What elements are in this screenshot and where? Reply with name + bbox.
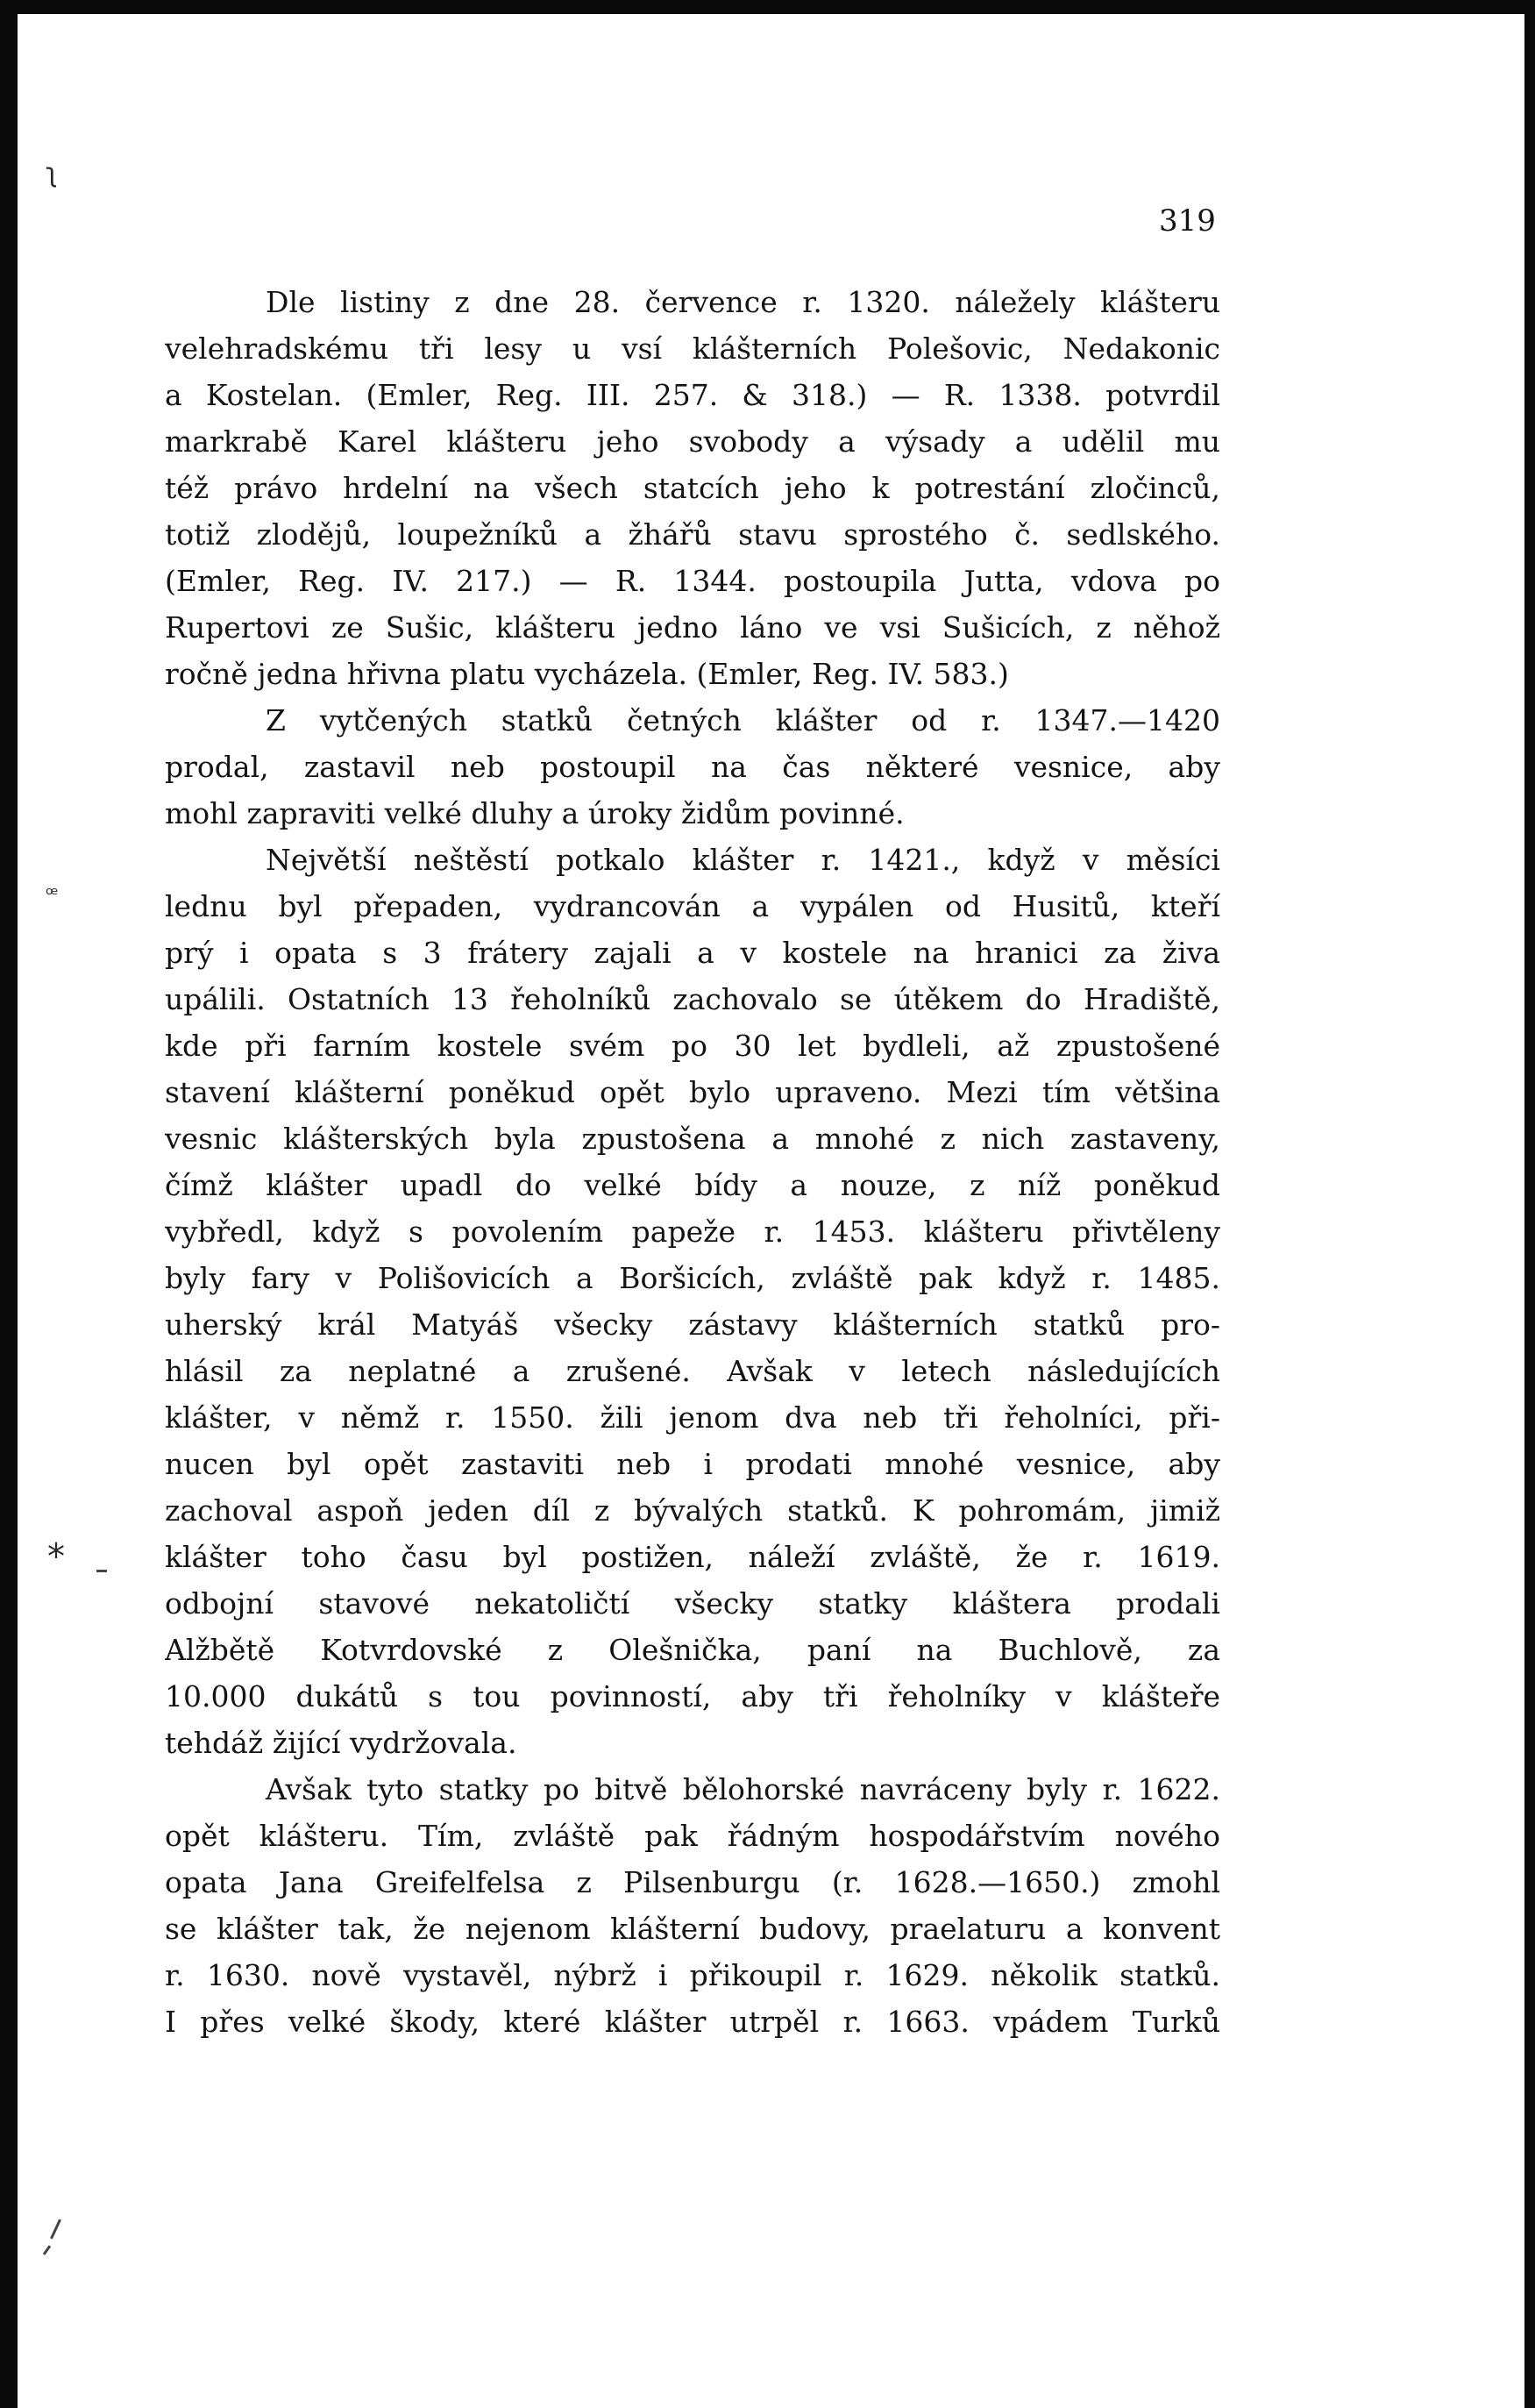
text-line: kde při farním kostele svém po 30 let bydleli, až zpustošené [165, 1029, 1220, 1063]
text-line: uherský král Matyáš všecky zástavy klášterních statků pro- [165, 1307, 1220, 1342]
text-line: Dle listiny z dne 28. července r. 1320. náležely klášteru [266, 285, 1220, 319]
text-line: klášter toho času byl postižen, náleží zvláště, že r. 1619. [165, 1540, 1220, 1574]
paragraph [165, 697, 1220, 837]
page-number: 319 [1159, 203, 1216, 239]
text-line: vesnic klášterských byla zpustošena a mnohé z nich zastaveny, [165, 1122, 1220, 1156]
paragraph [165, 1766, 1220, 2045]
text-line: prodal, zastavil neb postoupil na čas některé vesnice, aby [165, 750, 1220, 784]
margin-mark-mid: ꟹ [46, 884, 59, 906]
text-line: 10.000 dukátů s tou povinností, aby tři řeholníky v klášteře [165, 1679, 1220, 1713]
scan-speck [50, 2219, 61, 2239]
text-line: ročně jedna hřivna platu vycházela. (Emler, Reg. IV. 583.) [165, 657, 1009, 691]
text-line: markrabě Karel klášteru jeho svobody a výsady a udělil mu [165, 424, 1220, 459]
text-line: čímž klášter upadl do velké bídy a nouze, z níž poněkud [165, 1168, 1220, 1202]
text-line: Alžbětě Kotvrdovské z Olešnička, paní na Buchlově, za [165, 1633, 1220, 1667]
text-line: upálili. Ostatních 13 řeholníků zachovalo se útěkem do Hradiště, [165, 982, 1220, 1016]
scan-border-right [1524, 0, 1535, 2408]
text-line: opata Jana Greifelfelsa z Pilsenburgu (r. 1628.—1650.) zmohl [165, 1865, 1220, 1899]
text-line: byly fary v Polišovicích a Boršicích, zvláště pak když r. 1485. [165, 1261, 1220, 1295]
scan-border-left [0, 0, 18, 2408]
paragraph [165, 279, 1220, 697]
text-line: prý i opata s 3 frátery zajali a v kostele na hranici za živa [165, 936, 1220, 970]
text-line: se klášter tak, že nejenom klášterní budovy, praelaturu a konvent [165, 1912, 1220, 1946]
text-line: tehdáž žijící vydržovala. [165, 1726, 517, 1760]
text-line: r. 1630. nově vystavěl, nýbrž i přikoupil r. 1629. několik statků. [165, 1958, 1220, 1992]
text-line: mohl zapraviti velké dluhy a úroky židům povinné. [165, 796, 905, 830]
text-line: Rupertovi ze Sušic, klášteru jedno láno ve vsi Sušicích, z něhož [165, 610, 1220, 645]
text-line: lednu byl přepaden, vydrancován a vypálen od Husitů, kteří [165, 889, 1220, 923]
scan-border-top [0, 0, 1535, 14]
margin-mark-top: ʅ [46, 158, 58, 189]
text-line: velehradskému tři lesy u vsí klášterních Polešovic, Nedakonic [165, 331, 1220, 366]
margin-mark-lower: ⁎ [47, 1526, 65, 1566]
text-line: Avšak tyto statky po bitvě bělohorské navráceny byly r. 1622. [266, 1772, 1220, 1806]
body-text [165, 279, 1220, 2045]
text-line: zachoval aspoň jeden díl z bývalých statků. K pohromám, jimiž [165, 1493, 1220, 1528]
scan-speck [96, 1570, 107, 1572]
text-line: I přes velké škody, které klášter utrpěl r. 1663. vpádem Turků [165, 2005, 1220, 2039]
text-line: Z vytčených statků četných klášter od r. 1347.—1420 [266, 703, 1220, 737]
text-line: totiž zlodějů, loupežníků a žhářů stavu sprostého č. sedlského. [165, 517, 1220, 552]
scan-speck [43, 2245, 51, 2255]
text-line: nucen byl opět zastaviti neb i prodati mnohé vesnice, aby [165, 1447, 1220, 1481]
text-line: (Emler, Reg. IV. 217.) — R. 1344. postoupila Jutta, vdova po [165, 564, 1220, 598]
text-line: Největší neštěstí potkalo klášter r. 1421., když v měsíci [266, 843, 1220, 877]
text-line: též právo hrdelní na všech statcích jeho k potrestání zločinců, [165, 471, 1220, 505]
text-line: stavení klášterní poněkud opět bylo upraveno. Mezi tím většina [165, 1075, 1220, 1109]
text-line: hlásil za neplatné a zrušené. Avšak v letech následujících [165, 1354, 1220, 1388]
paragraph [165, 837, 1220, 1766]
text-line: opět klášteru. Tím, zvláště pak řádným hospodářstvím nového [165, 1819, 1220, 1853]
text-line: vybředl, když s povolením papeže r. 1453. klášteru přivtěleny [165, 1215, 1220, 1249]
text-line: klášter, v němž r. 1550. žili jenom dva neb tři řeholníci, při- [165, 1400, 1220, 1435]
text-line: odbojní stavové nekatoličtí všecky statky klášterа prodali [165, 1586, 1220, 1621]
text-line: a Kostelan. (Emler, Reg. III. 257. & 318.) — R. 1338. potvrdil [165, 378, 1220, 412]
